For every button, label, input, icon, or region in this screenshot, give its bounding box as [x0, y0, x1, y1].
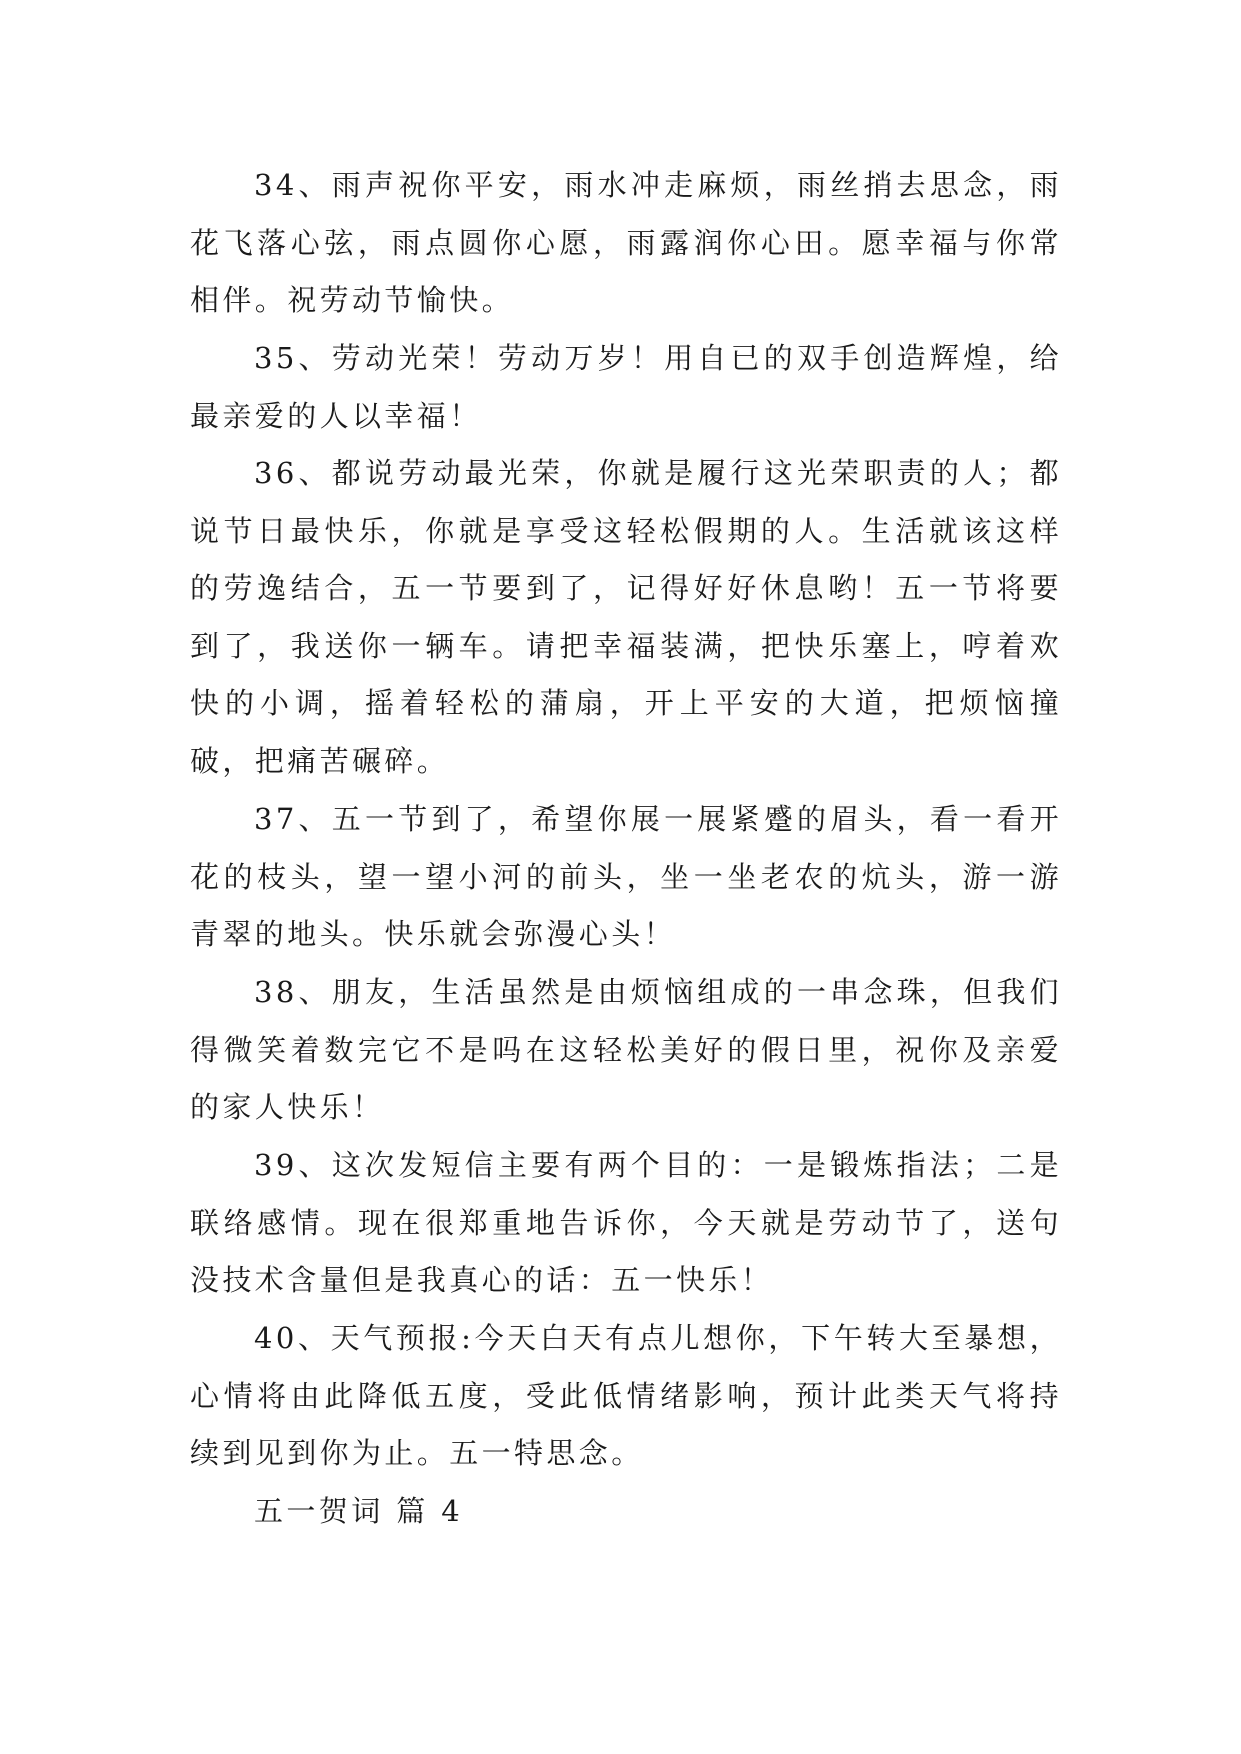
paragraph-34: 34、雨声祝你平安，雨水冲走麻烦，雨丝捎去思念，雨花飞落心弦，雨点圆你心愿，雨露润你心田。愿幸福与你常相伴。祝劳动节愉快。: [190, 168, 1062, 317]
paragraph-35: 35、劳动光荣！劳动万岁！用自已的双手创造辉煌，给最亲爱的人以幸福！: [190, 341, 1062, 433]
paragraph-39: 39、这次发短信主要有两个目的：一是锻炼指法；二是联络感情。现在很郑重地告诉你，今天就是劳动节了，送句没技术含量但是我真心的话：五一快乐！: [190, 1148, 1062, 1297]
paragraph-38: 38、朋友，生活虽然是由烦恼组成的一串念珠，但我们得微笑着数完它不是吗在这轻松美好的假日里，祝你及亲爱的家人快乐！: [190, 975, 1062, 1124]
paragraph-36: 36、都说劳动最光荣，你就是履行这光荣职责的人；都说节日最快乐，你就是享受这轻松假期的人。生活就该这样的劳逸结合，五一节要到了，记得好好休息哟！五一节将要到了，我送你一辆车。请把幸福装满，把快乐塞上，哼着欢快的小调，摇着轻松的蒲扇，开上平安的大道，把烦恼撞破，把痛苦碾碎。: [190, 456, 1062, 778]
paragraph-37: 37、五一节到了，希望你展一展紧蹙的眉头，看一看开花的枝头，望一望小河的前头，坐一坐老农的炕头，游一游青翠的地头。快乐就会弥漫心头！: [190, 802, 1062, 951]
section-heading: 五一贺词 篇 4: [254, 1494, 464, 1528]
paragraph-40: 40、天气预报:今天白天有点儿想你，下午转大至暴想，心情将由此降低五度，受此低情绪影响，预计此类天气将持续到见到你为止。五一特思念。: [190, 1321, 1062, 1470]
